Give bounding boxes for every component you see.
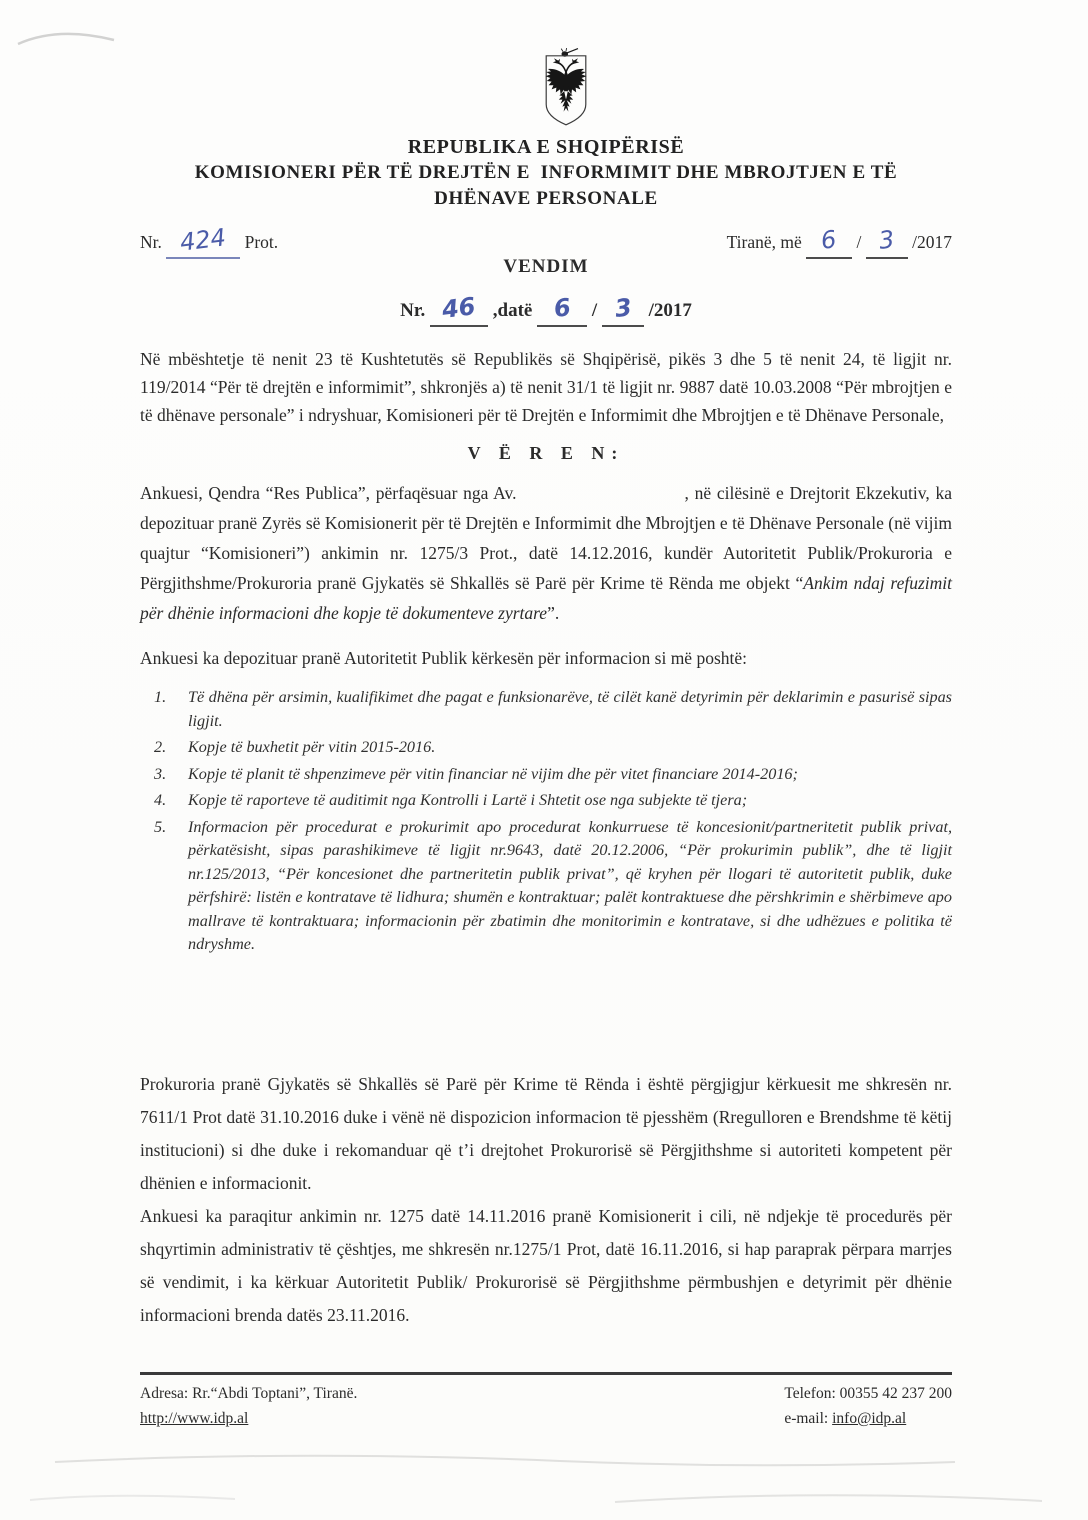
list-item <box>154 736 952 760</box>
handwritten-decision-day: 6 <box>552 293 573 323</box>
complaint-rest: , në cilësinë e Drejtorit Ekzekutiv, ka depozituar pranë Zyrës së Komisionerit për të Drejtën e Informimit dhe Mbrojtjen e të Dhënave Personale (në vijim quajtur “Komisioneri”) ankimin nr. 1275/3 Prot., datë 14.12.2016, kundër Autoritetit Publik/Prokuroria e Përgjithshme/Prokuroria pranë Gjykatës së Shkallës së Parë për Krime të Rënda me objekt “ <box>140 483 952 593</box>
decision-year: /2017 <box>648 300 692 321</box>
handwritten-protocol-number: 424 <box>178 223 228 257</box>
decision-title: VENDIM <box>503 256 589 277</box>
header-institution-line2: DHËNAVE PERSONALE <box>434 188 658 209</box>
list-item <box>154 686 952 733</box>
decision-month-blank <box>602 293 644 327</box>
item-text: Kopje të raporteve të auditimit nga Kontrolli i Lartë i Shtetit ose nga subjekte të tjera; <box>188 791 748 809</box>
handwritten-month: 3 <box>877 225 897 255</box>
footer-email-link: info@idp.al <box>832 1410 907 1427</box>
item-number: 5. <box>154 817 167 836</box>
protocol-row <box>140 223 952 259</box>
veren-heading: V Ë R E N: <box>467 443 625 463</box>
place-date-label: Tiranë, më <box>726 232 802 252</box>
header-institution-line1: KOMISIONERI PËR TË DREJTËN E INFORMIMIT DHE MBROJTJEN E TË <box>194 162 898 183</box>
item-text: Informacion për procedurat e prokurimit apo procedurat konkurruese të koncesionit/partneritetit publik privat, përkatësisht, sipas parashikimeve të ligjit nr.9643, datë 20.12.2006, “Për prokurimin publik”, dhe të ligjit nr.125/2013, “Për koncesionet dhe partneritetin publik privat”, që kryhen për llogari të autoritetit publik, duke përfshirë: listën e kontratave të lidhura; shumën e kontraktuar; palët kontraktuese dhe përshkrimin e shërbimeve apo mallrave të kontraktuara; informacionin për zbatimin dhe monitorimin e kontratave, si dhe udhëzues e politika të ndryshme. <box>188 817 952 953</box>
document-body-top <box>140 345 952 960</box>
list-item <box>154 789 952 813</box>
appeal-procedure-paragraph: Ankuesi ka paraqitur ankimin nr. 1275 datë 14.11.2016 pranë Komisionerit i cili, në ndjekje të procedurës për shqyrtimin administrativ të çështjes, me shkresën nr.1275/1 Prot, datë 16.11.2016, si hap paraprak përpara marrjes së vendimit, i ka kërkuar Autoritetit Publik/ Prokurorisë së Përgjithshme përmbushjen e detyrimit për dhënie informacioni brenda datës 23.11.2016. <box>140 1206 952 1325</box>
complaint-lead: Ankuesi, Qendra “Res Publica”, përfaqësuar nga Av. <box>140 483 517 503</box>
item-number: 2. <box>154 738 167 756</box>
item-number: 1. <box>154 688 167 706</box>
complaint-object: Ankim ndaj refuzimit për dhënie informacioni dhe kopje të dokumenteve zyrtare <box>140 573 952 623</box>
request-list <box>154 686 952 957</box>
request-intro-paragraph: Ankuesi ka depozituar pranë Autoritetit Publik kërkesën për informacion si më poshtë: <box>140 648 747 668</box>
date-separator: / <box>856 232 862 252</box>
decision-date-label: ,datë <box>492 300 533 321</box>
complaint-closing: ”. <box>547 603 560 623</box>
legal-basis-paragraph: Në mbështetje të nenit 23 të Kushtetutës së Republikës së Shqipërisë, pikës 3 dhe 5 të nenit 24, të ligjit nr. 119/2014 “Për të drejtën e informimit”, shkronjës a) të nenit 31/1 të ligjit nr. 9887 datë 10.03.2008 “Për mbrojtjen e të dhënave personale” i ndryshuar, Komisioneri për të Drejtën e Informimit dhe Mbrojtjen e të Dhënave Personale, <box>140 349 952 425</box>
item-text: Kopje të buxhetit për vitin 2015-2016. <box>188 738 436 756</box>
date-year: /2017 <box>912 232 952 252</box>
decision-number-line <box>140 292 952 327</box>
list-item <box>154 763 952 787</box>
protocol-prot-label: Prot. <box>244 232 279 252</box>
letterhead-footer <box>140 1372 952 1431</box>
protocol-number <box>140 223 279 259</box>
decision-date-separator: / <box>591 300 598 321</box>
item-text: Të dhëna për arsimin, kualifikimet dhe pagat e funksionarëve, të cilët kanë detyrimin për deklarimin e pasurisë sipas ligjit. <box>188 688 952 730</box>
item-number: 4. <box>154 791 167 809</box>
handwritten-decision-month: 3 <box>612 293 633 323</box>
footer-email <box>784 1406 952 1431</box>
list-item <box>154 816 952 957</box>
complaint-paragraph <box>140 478 952 628</box>
footer-address-block <box>140 1381 357 1431</box>
decision-nr-blank <box>430 292 488 327</box>
authority-response-paragraph: Prokuroria pranë Gjykatës së Shkallës së Parë për Krime të Rënda i është përgjigjur kërkuesit me shkresën nr. 7611/1 Prot datë 31.10.2016 duke i vënë në dispozicion informacion të pjesshëm (Rregulloren e Brendshme të këtij institucioni) si dhe duke i rekomanduar që t’i drejtohet Prokurorisë së Përgjithshme si autoriteti kompetent për dhënien e informacionit. <box>140 1074 952 1193</box>
decision-day-blank <box>537 293 587 327</box>
item-number: 3. <box>154 764 167 783</box>
footer-email-label: e-mail: <box>784 1410 829 1427</box>
handwritten-day: 6 <box>819 225 839 255</box>
footer-phone <box>784 1381 952 1406</box>
footer-contact-block <box>784 1381 952 1431</box>
footer-phone-number: 00355 42 237 200 <box>839 1385 952 1402</box>
protocol-nr-label: Nr. <box>140 232 162 252</box>
footer-website-link: http://www.idp.al <box>140 1410 249 1427</box>
item-text: Kopje të planit të shpenzimeve për vitin financiar në vijim dhe për vitet financiare 2014-2016; <box>188 764 798 783</box>
albanian-eagle-emblem-icon <box>528 48 604 138</box>
handwritten-decision-number: 46 <box>440 292 478 324</box>
place-date <box>726 225 952 259</box>
decision-nr-label: Nr. <box>400 300 426 321</box>
footer-phone-label: Telefon: <box>784 1385 836 1402</box>
document-body-bottom <box>140 1068 952 1332</box>
header-republic: REPUBLIKA E SHQIPËRISË <box>407 136 685 158</box>
footer-address: Adresa: Rr.“Abdi Toptani”, Tiranë. <box>140 1385 358 1402</box>
